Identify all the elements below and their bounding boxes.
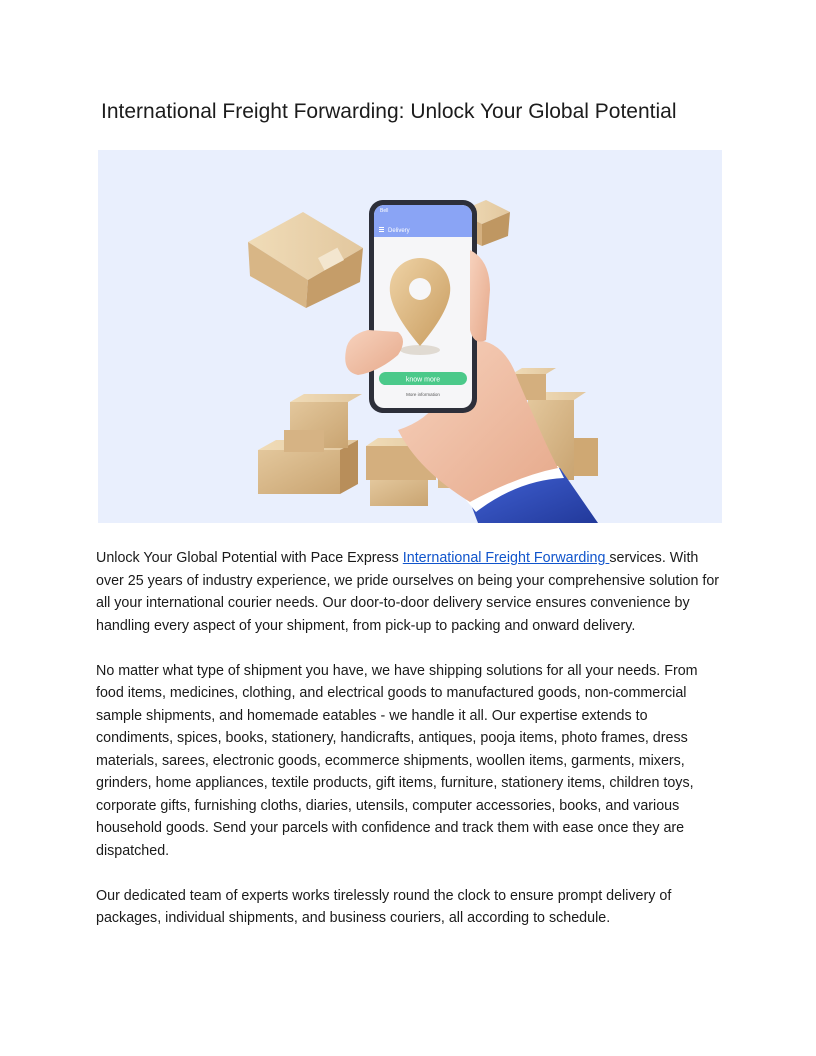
paragraph-intro: Unlock Your Global Potential with Pace Express International Freight Forwarding services. With over 25 years of industry experience, we pride ourselves on being your comprehensive solution for all your international courier needs. Our door-to-door delivery service ensures convenience by handling every aspect of your shipment, from pick-up to packing and onward delivery. <box>96 550 720 634</box>
paragraph-team: Our dedicated team of experts works tirelessly round the clock to ensure prompt delivery of packages, individual shipments, and business couriers, all according to schedule. <box>96 887 672 926</box>
body-text <box>96 547 721 952</box>
svg-text:know more: know more <box>405 376 441 384</box>
hero-image <box>98 150 722 523</box>
floating-box-left <box>248 212 363 308</box>
phone-status-text: Bell <box>380 208 389 214</box>
paragraph-shipments: No matter what type of shipment you have, we have shipping solutions for all your needs. From food items, medicines, clothing, and electrical goods to manufactured goods, non-commercial sample shipments, and homemade eatables - we handle it all. Our expertise extends to condiments, spices, books, stationery, handicrafts, antiques, pooja items, photo frames, dress materials, sarees, electronic goods, ecommerce shipments, woollen items, garments, mixers, grinders, home appliances, textile products, gift items, furniture, stationery items, children toys, corporate gifts, furnishing cloths, diaries, utensils, computer accessories, books, and various household goods. Send your parcels with confidence and track them with ease once they are dispatched. <box>96 662 698 859</box>
freight-forwarding-link[interactable]: International Freight Forwarding <box>402 550 610 566</box>
phone-subtext: More information <box>406 392 440 397</box>
page-title: International Freight Forwarding: Unlock Your Global Potential <box>101 100 677 123</box>
know-more-button <box>379 372 467 385</box>
phone-header-text: Delivery <box>388 228 410 234</box>
